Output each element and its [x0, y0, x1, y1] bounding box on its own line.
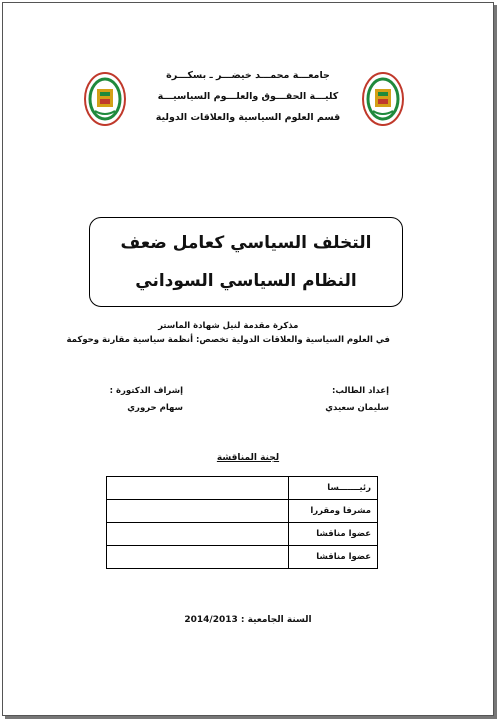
- committee-member-name: [107, 546, 289, 569]
- thesis-title-line-1: التخلف السياسي كعامل ضعف: [120, 233, 372, 253]
- student-name: سليمان سعيدي: [325, 403, 389, 413]
- committee-member-name: [107, 500, 289, 523]
- supervisor-label: إشراف الدكتورة :: [109, 386, 183, 396]
- memo-line-1: مذكرة مقدمة لنيل شهادة الماستر: [158, 321, 299, 331]
- faculty-name: كليـــة الحقـــوق والعلـــوم السياسيـــة: [157, 91, 339, 102]
- committee-role: مشرفا ومقررا: [289, 500, 378, 523]
- table-row: [107, 546, 378, 569]
- committee-title-text: لجنة المناقشة: [216, 453, 280, 463]
- committee-role: رئيـــــــسا: [289, 477, 378, 500]
- committee-title: [3, 453, 493, 463]
- university-logo-right: [361, 71, 405, 127]
- committee-role: عضوا مناقشا: [289, 523, 378, 546]
- university-name: جامعـــة محمـــد خيضـــر ـ بسكـــرة: [166, 70, 330, 81]
- table-row: [107, 500, 378, 523]
- committee-role: عضوا مناقشا: [289, 546, 378, 569]
- department-name: قسم العلوم السياسية والعلاقات الدولية: [155, 112, 341, 123]
- thesis-title-box: [89, 217, 403, 307]
- academic-year: السنة الجامعية : 2014/2013: [184, 615, 312, 625]
- committee-member-name: [107, 523, 289, 546]
- supervisor-name: سهام حروري: [127, 403, 183, 413]
- table-row: [107, 477, 378, 500]
- table-row: [107, 523, 378, 546]
- supervisor-block: [110, 383, 183, 417]
- thesis-title-line-2: النظام السياسي السوداني: [135, 271, 357, 291]
- memo-description: [67, 319, 390, 347]
- university-header: [3, 65, 493, 128]
- memo-line-2: في العلوم السياسية والعلاقات الدولية تخصص: أنظمة سياسية مقارنة وحوكمة: [66, 335, 390, 345]
- document-page: [2, 2, 494, 716]
- student-label: إعداد الطالب:: [331, 386, 389, 396]
- committee-member-name: [107, 477, 289, 500]
- committee-table: [106, 476, 378, 569]
- student-block: [325, 383, 389, 417]
